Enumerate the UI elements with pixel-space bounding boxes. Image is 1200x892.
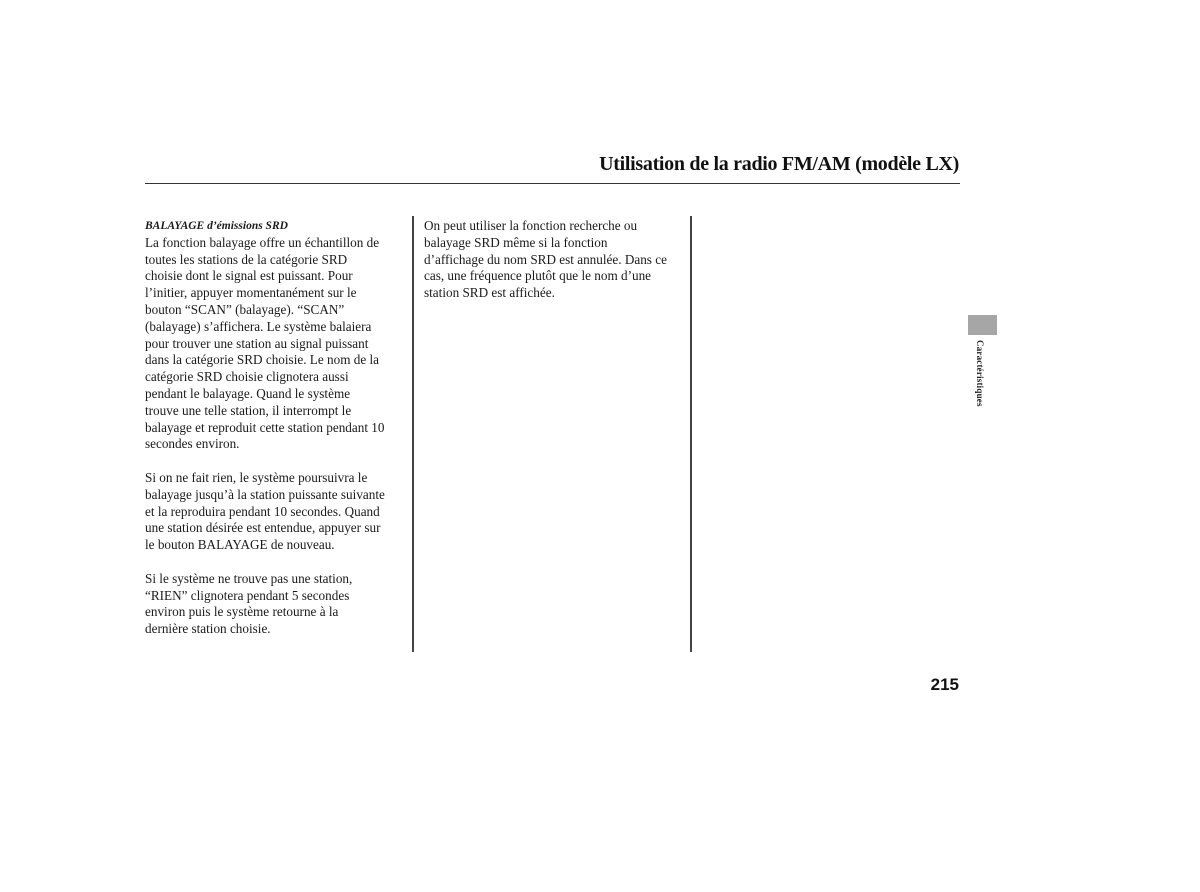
paragraph: Si on ne fait rien, le système poursuivra le balayage jusqu’à la station puissante suivante et la reproduira pendant 10 secondes. Quand une station désirée est entendue, appuyer sur le bouton BALAYAGE de nouveau. <box>145 469 385 553</box>
paragraph: Si le système ne trouve pas une station, “RIEN” clignotera pendant 5 secondes environ puis le système retourne à la dernière station choisie. <box>145 570 353 637</box>
page-number: 215 <box>930 675 959 694</box>
column-divider <box>412 216 414 652</box>
page-title: Utilisation de la radio FM/AM (modèle LX) <box>599 153 959 175</box>
title-rule <box>145 183 960 184</box>
paragraph: On peut utiliser la fonction recherche ou balayage SRD même si la fonction d’affichage du nom SRD est annulée. Dans ce cas, une fréquence plutôt que le nom d’une station SRD est affichée. <box>424 218 667 301</box>
section-tab-label: Caractéristiques <box>975 340 985 407</box>
left-column <box>145 218 407 655</box>
section-heading: BALAYAGE d’émissions SRD <box>145 220 288 232</box>
section-tab-marker <box>968 315 997 335</box>
middle-column <box>424 218 686 319</box>
column-divider <box>690 216 692 652</box>
paragraph: La fonction balayage offre un échantillon de toutes les stations de la catégorie SRD choisie dont le signal est puissant. Pour l’initier, appuyer momentanément sur le bouton “SCAN” (balayage). “SCAN” (balayage) s’affichera. Le système balaiera pour trouver une station au signal puissant dans la catégorie SRD choisie. Le nom de la catégorie SRD choisie clignotera aussi pendant le balayage. Quand le système trouve une telle station, il interrompt le balayage et reproduit cette station pendant 10 secondes environ. <box>145 234 385 452</box>
